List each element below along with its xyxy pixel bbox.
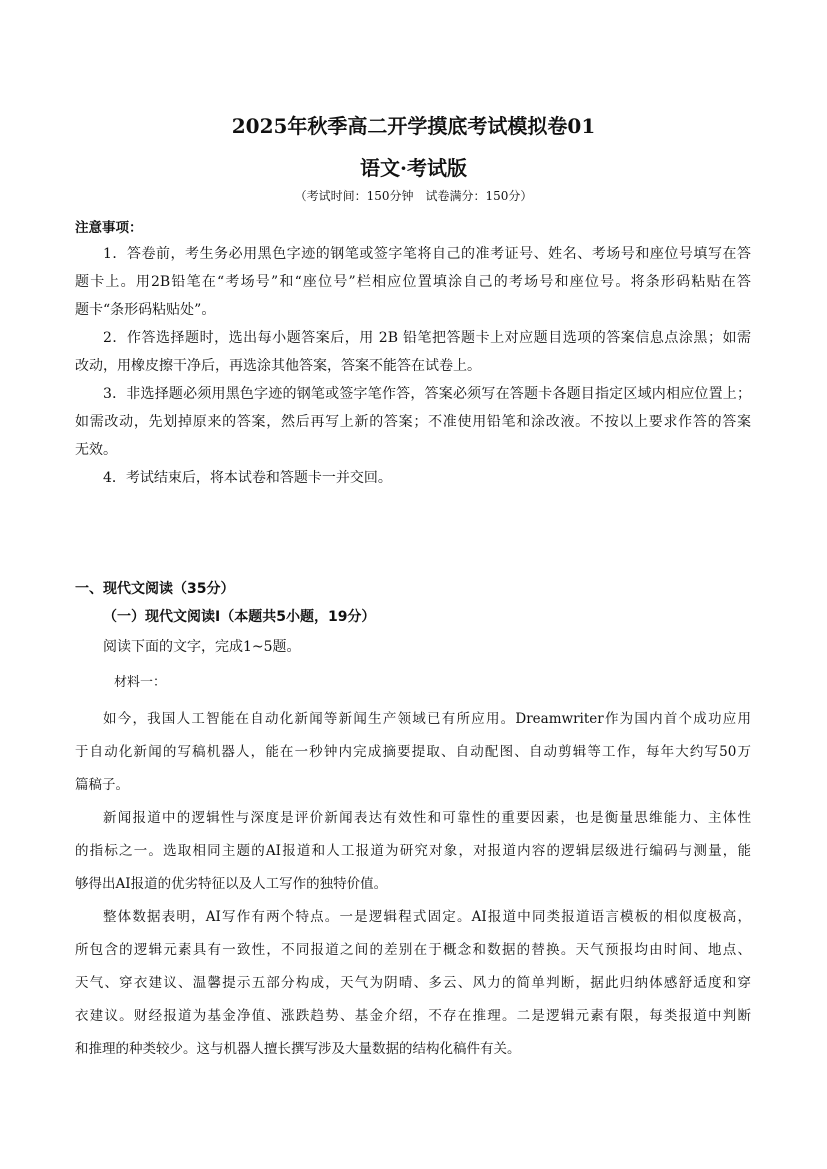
text-line: 于自动化新闻的写稿机器人，能在一秒钟内完成摘要提取、自动配图、自动剪辑等工作，每年大约写50万 [75, 744, 751, 760]
subsection-heading: （一）现代文阅读Ⅰ（本题共5小题，19分） [103, 609, 376, 625]
text-line: 的指标之一。选取相同主题的AI报道和人工报道为研究对象，对报道内容的逻辑层级进行编码与测量，能 [75, 843, 751, 859]
text-line: 天气、穿衣建议、温馨提示五部分构成，天气为阴晴、多云、风力的简单判断，据此归纳体感舒适度和穿 [75, 975, 751, 991]
notice-heading: 注意事项： [75, 220, 143, 236]
material-paragraph [75, 802, 751, 901]
text-line: 新闻报道中的逻辑性与深度是评价新闻表达有效性和可靠性的重要因素，也是衡量思维能力、主体性 [103, 810, 751, 826]
text-line: 改动，用橡皮擦干净后，再选涂其他答案，答案不能答在试卷上。 [75, 358, 481, 374]
section-heading: 一、现代文阅读（35分） [75, 581, 235, 597]
text-line: 3．非选择题必须用黑色字迹的钢笔或签字笔作答，答案必须写在答题卡各题目指定区域内相应位置上； [103, 386, 751, 402]
text-line: 题卡上。用2B铅笔在“考场号”和“座位号”栏相应位置填涂自己的考场号和座位号。将条形码粘贴在答 [75, 274, 751, 290]
notice-list [75, 240, 751, 492]
text-line: 够得出AI报道的优劣特征以及人工写作的独特价值。 [75, 876, 388, 892]
exam-title: 2025年秋季高二开学摸底考试模拟卷01 [231, 114, 596, 138]
exam-meta: （考试时间：150分钟 试卷满分：150分） [294, 189, 533, 203]
notice-item [75, 240, 751, 324]
exam-subtitle: 语文·考试版 [360, 156, 467, 180]
text-line: 2．作答选择题时，选出每小题答案后，用 2B 铅笔把答题卡上对应题目选项的答案信息点涂黑；如需 [103, 330, 751, 346]
text-line: 如需改动，先划掉原来的答案，然后再写上新的答案；不准使用铅笔和涂改液。不按以上要求作答的答案 [75, 414, 751, 430]
text-line: 1．答卷前，考生务必用黑色字迹的钢笔或签字笔将自己的准考证号、姓名、考场号和座位号填写在答 [103, 246, 751, 262]
material-paragraph [75, 703, 751, 802]
material-paragraph [75, 901, 751, 1066]
text-line: 4．考试结束后，将本试卷和答题卡一并交回。 [103, 470, 392, 486]
text-line: 篇稿子。 [75, 777, 129, 793]
text-line: 题卡“条形码粘贴处”。 [75, 302, 216, 318]
text-line: 整体数据表明，AI写作有两个特点。一是逻辑程式固定。AI报道中同类报道语言模板的相似度极高， [103, 909, 751, 925]
text-line: 无效。 [75, 442, 117, 458]
material-text [75, 703, 751, 1066]
notice-item [75, 464, 751, 492]
text-line: 如今，我国人工智能在自动化新闻等新闻生产领域已有所应用。Dreamwriter作为国内首个成功应用 [103, 711, 751, 727]
notice-item [75, 324, 751, 380]
notice-item [75, 380, 751, 464]
text-line: 和推理的种类较少。这与机器人擅长撰写涉及大量数据的结构化稿件有关。 [75, 1041, 521, 1057]
material-label: 材料一： [114, 675, 167, 690]
text-line: 衣建议。财经报道为基金净值、涨跌趋势、基金介绍，不存在推理。二是逻辑元素有限，每类报道中判断 [75, 1008, 751, 1024]
reading-instruction: 阅读下面的文字，完成1~5题。 [103, 639, 301, 655]
text-line: 所包含的逻辑元素具有一致性，不同报道之间的差别在于概念和数据的替换。天气预报均由时间、地点、 [75, 942, 751, 958]
